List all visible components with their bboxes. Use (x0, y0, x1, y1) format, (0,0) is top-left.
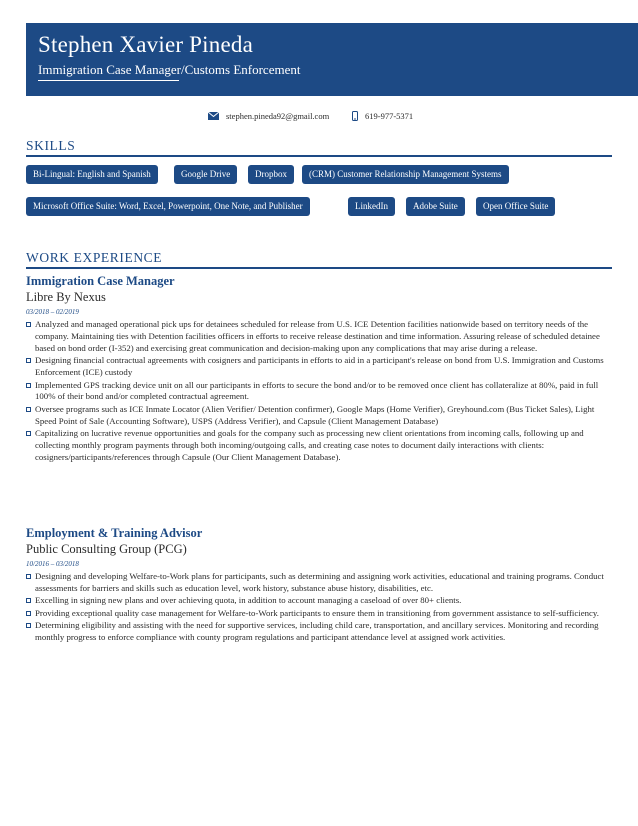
square-bullet-icon (26, 574, 31, 579)
square-bullet-icon (26, 431, 31, 436)
job-company: Libre By Nexus (26, 290, 106, 304)
job-bullet: Capitalizing on lucrative revenue opportunities and goals for the company such as processing new client orientations from incoming calls, following up and collecting monthly program payments through both incoming/outgoing calls, and creating case notes to document daily interactions with clients: cosigners/participants/references through Capsule (Our Client Management Database). (26, 428, 612, 464)
candidate-name: Stephen Xavier Pineda (38, 32, 253, 57)
experience-rule (26, 267, 612, 269)
role-underline (38, 80, 179, 81)
email-text: stephen.pineda92@gmail.com (226, 111, 330, 121)
job-bullet: Analyzed and managed operational pick ups for detainees scheduled for release from U.S. ICE Detention facilities nationwide based on territory needs of the company. Maintaining ties with Detention facilities officers in efforts to receive release destination and time information. Assuring release of scheduled detainee based on bond order (I-352) and exercising great communication and decision-making upon any complications that may arise during a release. (26, 319, 612, 355)
contact-bar (0, 111, 638, 125)
job-bullet: Designing and developing Welfare-to-Work plans for participants, such as determining and assigning work activities, educational and training programs. Conduct assessments for barriers and skills such as education level, work history, substance abuse history, disabilities, etc. (26, 571, 612, 595)
skill-tag: Google Drive (174, 165, 237, 184)
skill-tag: Bi-Lingual: English and Spanish (26, 165, 158, 184)
job-bullets (26, 571, 612, 644)
square-bullet-icon (26, 383, 31, 388)
job-company: Public Consulting Group (PCG) (26, 542, 187, 556)
envelope-icon (208, 112, 219, 120)
phone-text: 619-977-5371 (365, 111, 414, 121)
job-title: Immigration Case Manager (26, 274, 175, 288)
job-dates: 03/2018 – 02/2019 (26, 308, 79, 316)
experience-heading: WORK EXPERIENCE (26, 250, 163, 265)
skills-rule (26, 155, 612, 157)
mobile-phone-icon (352, 111, 358, 121)
square-bullet-icon (26, 611, 31, 616)
skill-tag: LinkedIn (348, 197, 395, 216)
job-bullet: Excelling in signing new plans and over achieving quota, in addition to account managing a caseload of over 80+ clients. (26, 595, 612, 607)
contact-email[interactable] (208, 111, 329, 121)
square-bullet-icon (26, 322, 31, 327)
job-bullet: Designing financial contractual agreements with cosigners and participants in efforts to aid in a participant's release on bond from U.S. Immigration and Customs Enforcement (ICE) custody (26, 355, 612, 379)
square-bullet-icon (26, 598, 31, 603)
job-bullets (26, 319, 612, 464)
skill-tag: Open Office Suite (476, 197, 555, 216)
job-bullet: Implemented GPS tracking device unit on all our participants in efforts to secure the bond and/or to be removed once client has collateralize at 80%, paid in full 100% of their bond and/or completed contractual agreement. (26, 380, 612, 404)
job-dates: 10/2016 – 03/2018 (26, 560, 79, 568)
skill-tag: Microsoft Office Suite: Word, Excel, Powerpoint, One Note, and Publisher (26, 197, 310, 216)
candidate-role: Immigration Case Manager/Customs Enforcement (38, 62, 301, 77)
header-banner (26, 23, 638, 96)
square-bullet-icon (26, 358, 31, 363)
job-bullet: Determining eligibility and assisting with the need for supportive services, including child care, transportation, and ancillary services. Monitoring and recording monthly progress to enforce compliance with county program regulations and participant attendance level at assigned work activities. (26, 620, 612, 644)
job-bullet: Providing exceptional quality case management for Welfare-to-Work participants to ensure them in transitioning from government assistance to self-sufficiency. (26, 608, 612, 620)
skill-tag: (CRM) Customer Relationship Management Systems (302, 165, 509, 184)
job-entry (26, 274, 612, 464)
job-title: Employment & Training Advisor (26, 526, 203, 540)
skill-tag: Dropbox (248, 165, 294, 184)
skills-heading: SKILLS (26, 138, 76, 153)
square-bullet-icon (26, 407, 31, 412)
square-bullet-icon (26, 623, 31, 628)
job-entry (26, 526, 612, 644)
contact-phone[interactable] (352, 111, 413, 121)
job-bullet: Oversee programs such as ICE Inmate Locator (Alien Verifier/ Detention confirmer), Google Maps (Home Verifier), Greyhound.com (Bus Ticket Sales), Light Speed Point of Sale (Accounting Software), USPS (Address Verifier), and Capsule (Client Management Database) (26, 404, 612, 428)
skill-tag: Adobe Suite (406, 197, 465, 216)
